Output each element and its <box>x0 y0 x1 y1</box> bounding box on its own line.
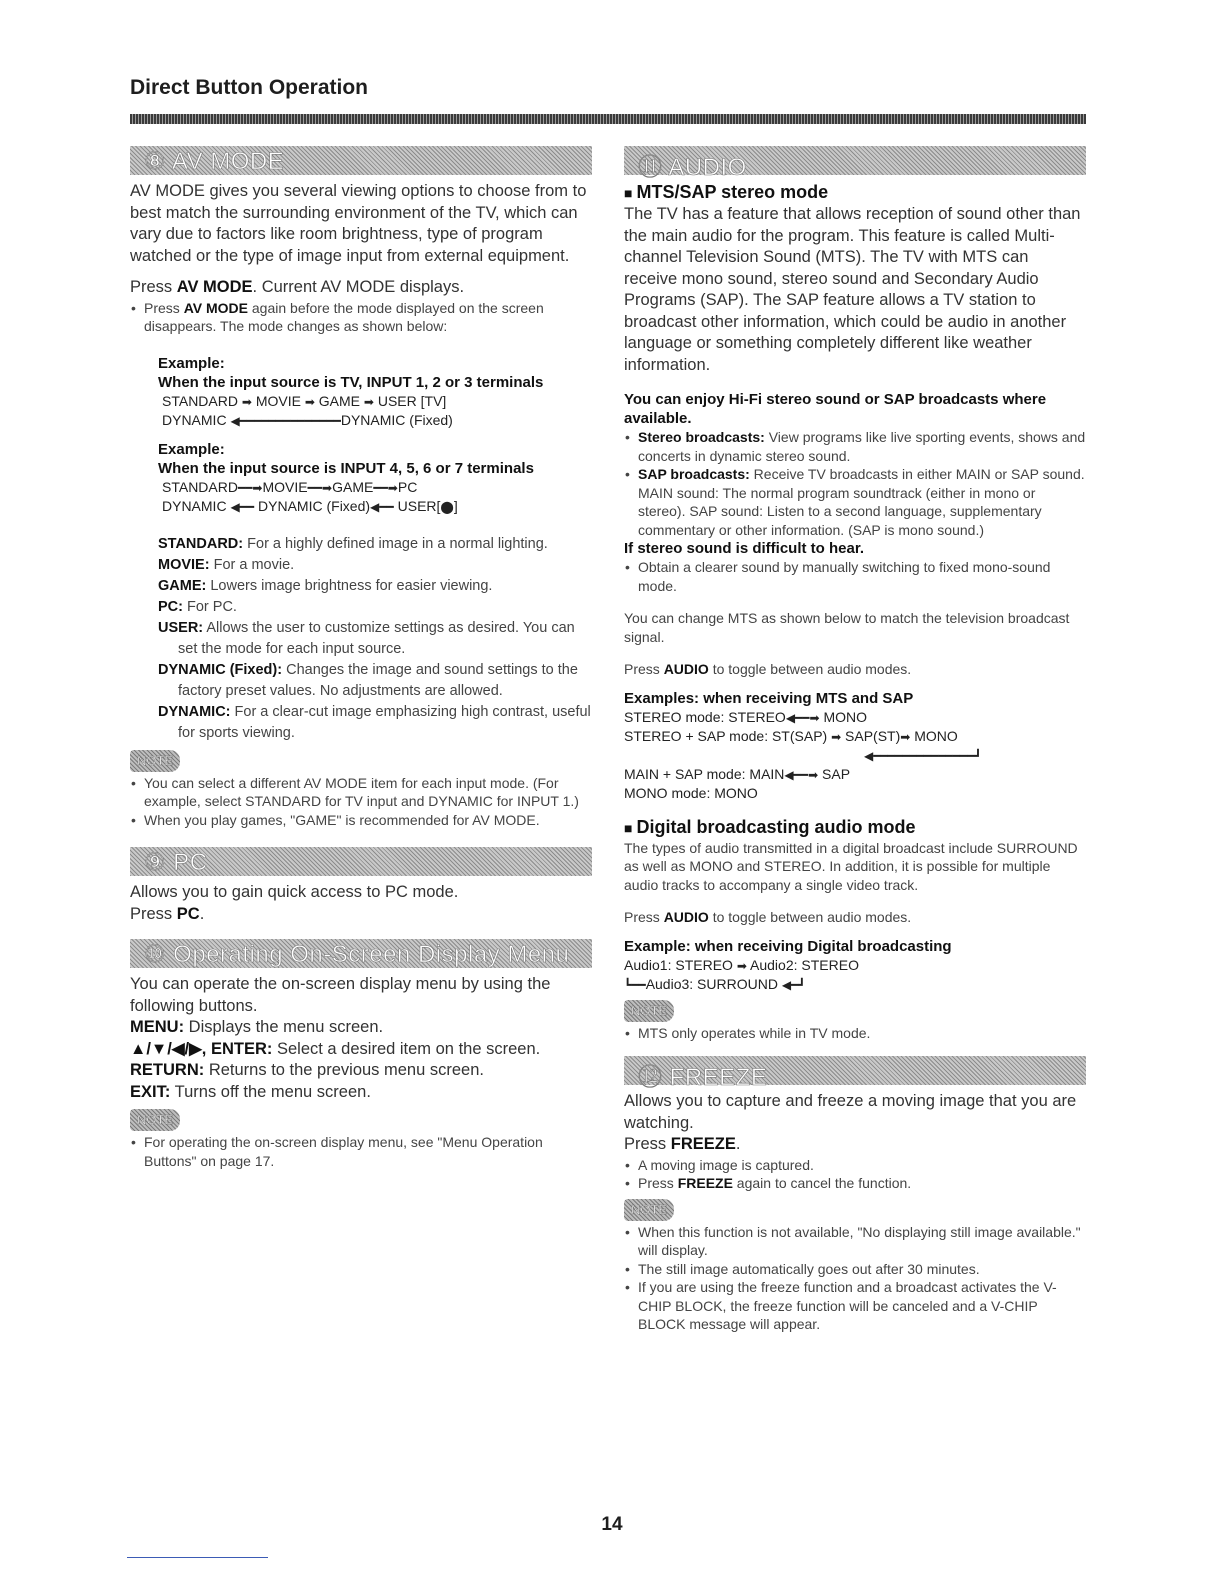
freeze-header <box>624 1056 1086 1091</box>
freeze-note-2: • The still image automatically goes out after 30 minutes. <box>624 1260 1086 1279</box>
osd-item-exit: EXIT: Turns off the menu screen. <box>130 1082 371 1101</box>
mts-ex-main-sap: MAIN + SAP mode: MAIN◀━━➡ SAP <box>624 765 851 782</box>
mts-ex-return-arrow: ◀━━━━━━━━━━━━━━┛ <box>864 748 982 763</box>
title-rule <box>130 114 1086 124</box>
example2-label: Example: <box>158 440 225 458</box>
digital-ex-line1: Audio1: STEREO ➡ Audio2: STEREO <box>624 956 859 973</box>
input-icon: ⬤ <box>440 499 454 514</box>
av-mode-note-badge: NOTE <box>130 750 180 772</box>
right-column <box>624 146 1086 1334</box>
def-game: GAME: Lowers image brightness for easier viewing. <box>158 577 493 594</box>
mts-ex-mono: MONO mode: MONO <box>624 784 758 801</box>
square-bullet-icon: ■ <box>624 819 633 836</box>
sap-broadcasts-bullet: • SAP broadcasts: Receive TV broadcasts in either MAIN or SAP sound. MAIN sound: The normal program soundtrack (either in mono or stereo). SAP sound: Listen to a second language, supplementary commentary or other information. (SAP is mono sound.) <box>624 465 1086 539</box>
mts-ex-stereo: STEREO mode: STEREO◀━━➡ MONO <box>624 708 868 725</box>
page-number: 14 <box>601 1514 623 1535</box>
digital-ex-line2: ┗━━Audio3: SURROUND ◀━┛ <box>624 975 806 992</box>
audio-header-text: ⑪ AUDIO <box>638 154 747 181</box>
example1-line2: DYNAMIC ◀━━━━━━━━━━━━━━DYNAMIC (Fixed) <box>162 411 453 428</box>
audio-press-2: Press AUDIO to toggle between audio modes. <box>624 909 912 925</box>
av-mode-press: Press AV MODE. Current AV MODE displays. <box>130 278 465 296</box>
osd-item-arrows: ▲/▼/◀/▶, ENTER: Select a desired item on the screen. <box>130 1039 541 1058</box>
freeze-text: Allows you to capture and freeze a moving image that you are watching. <box>624 1092 1077 1132</box>
freeze-bullet-2: • Press FREEZE again to cancel the function. <box>624 1174 1086 1193</box>
pc-header <box>130 847 592 876</box>
def-standard: STANDARD: For a highly defined image in a normal lighting. <box>158 535 548 552</box>
osd-header-text: ⑩ Operating On-Screen Display Menu <box>144 941 570 968</box>
example1-condition: When the input source is TV, INPUT 1, 2 or 3 terminals <box>158 373 544 391</box>
pc-header-text: ⑨ PC <box>144 849 208 876</box>
osd-item-menu: MENU: Displays the menu screen. <box>130 1018 384 1036</box>
difficult-bullet: • Obtain a clearer sound by manually switching to fixed mono-sound mode. <box>624 558 1086 595</box>
hifi-heading: You can enjoy Hi-Fi stereo sound or SAP broadcasts where available. <box>624 391 1047 427</box>
def-movie: MOVIE: For a movie. <box>158 556 295 573</box>
stereo-broadcasts-bullet: • Stereo broadcasts: View programs like live sporting events, shows and concerts in dynamic stereo sound. <box>624 428 1086 465</box>
mts-examples-heading: Examples: when receiving MTS and SAP <box>624 689 914 707</box>
audio-header <box>624 146 1086 181</box>
freeze-bullet-1: • A moving image is captured. <box>624 1156 1086 1175</box>
osd-header <box>130 939 592 968</box>
av-mode-definitions <box>158 534 592 744</box>
digital-heading: ■ Digital broadcasting audio mode <box>624 816 916 837</box>
osd-intro: You can operate the on-screen display menu by using the following buttons. <box>130 975 551 1015</box>
digital-example-heading: Example: when receiving Digital broadcasting <box>624 937 952 955</box>
def-dynamic-fixed: DYNAMIC (Fixed): Changes the image and sound settings to the factory preset values. No adjustments are allowed. <box>158 661 578 699</box>
example2-condition: When the input source is INPUT 4, 5, 6 or 7 terminals <box>158 459 534 477</box>
pc-press: Press PC. <box>130 904 205 923</box>
example2-line1: STANDARD━━➡MOVIE━━➡GAME━━➡PC <box>162 478 418 495</box>
footer-rule <box>127 1557 268 1558</box>
av-mode-bullet: • Press AV MODE again before the mode displayed on the screen disappears. The mode changes as shown below: <box>130 299 592 336</box>
freeze-header-text: ⑫ FREEZE <box>638 1064 768 1091</box>
av-mode-note-2: • When you play games, "GAME" is recommended for AV MODE. <box>130 811 592 830</box>
example2-line2: DYNAMIC ◀━━ DYNAMIC (Fixed)◀━━ USER[⬤] <box>162 497 458 514</box>
mts-text: The TV has a feature that allows reception of sound other than the main audio for the program. This feature is called Multi-channel Television Sound (MTS). The TV with MTS can receive mono sound, stereo sound and Secondary Audio Programs (SAP). The SAP feature allows a TV station to broadcast other information, which could be audio in another language or something completely different like weather information. <box>624 205 1081 374</box>
audio-note-badge: NOTE <box>624 1000 674 1022</box>
audio-note: • MTS only operates while in TV mode. <box>624 1024 1086 1043</box>
osd-note-badge: NOTE <box>130 1109 180 1131</box>
freeze-note-1: • When this function is not available, "No displaying still image available." will display. <box>624 1223 1086 1260</box>
freeze-note-3: • If you are using the freeze function and a broadcast activates the V-CHIP BLOCK, the freeze function will be canceled and a V-CHIP BLOCK message will appear. <box>624 1278 1086 1334</box>
page-title: Direct Button Operation <box>130 76 369 99</box>
pc-text: Allows you to gain quick access to PC mode. <box>130 883 459 901</box>
difficult-heading: If stereo sound is difficult to hear. <box>624 540 865 557</box>
square-bullet-icon: ■ <box>624 185 633 201</box>
osd-item-return: RETURN: Returns to the previous menu screen. <box>130 1061 484 1079</box>
def-dynamic: DYNAMIC: For a clear-cut image emphasizing high contrast, useful for sports viewing. <box>158 703 591 741</box>
mts-heading: ■ MTS/SAP stereo mode <box>624 182 829 202</box>
av-mode-header-text: ⑧ AV MODE <box>144 148 285 175</box>
mts-ex-stereo-sap: STEREO + SAP mode: ST(SAP) ➡ SAP(ST)➡ MONO <box>624 727 958 744</box>
av-mode-header <box>130 146 592 175</box>
left-column <box>130 146 592 1170</box>
freeze-note-badge: NOTE <box>624 1199 674 1221</box>
freeze-press: Press FREEZE. <box>624 1135 741 1153</box>
osd-note: • For operating the on-screen display menu, see "Menu Operation Buttons" on page 17. <box>130 1133 592 1170</box>
example1-label: Example: <box>158 354 225 372</box>
def-pc: PC: For PC. <box>158 598 237 615</box>
av-mode-note-1: • You can select a different AV MODE item for each input mode. (For example, select STANDARD for TV input and DYNAMIC for INPUT 1.) <box>130 774 592 811</box>
av-mode-intro: AV MODE gives you several viewing options to choose from to best match the surrounding environment of the TV, which can vary due to factors like room brightness, type of program watched or the type of image input from external equipment. <box>130 182 587 265</box>
digital-text: The types of audio transmitted in a digital broadcast include SURROUND as well as MONO and STEREO. In addition, it is possible for multiple audio tracks to accompany a single video track. <box>624 839 1078 893</box>
change-mts-text: You can change MTS as shown below to match the television broadcast signal. <box>624 610 1070 645</box>
av-mode-examples <box>130 354 592 744</box>
def-user: USER: Allows the user to customize settings as desired. You can set the mode for each input source. <box>158 619 575 657</box>
audio-press-1: Press AUDIO to toggle between audio modes. <box>624 661 912 677</box>
example1-line1: STANDARD ➡ MOVIE ➡ GAME ➡ USER [TV] <box>162 392 447 409</box>
